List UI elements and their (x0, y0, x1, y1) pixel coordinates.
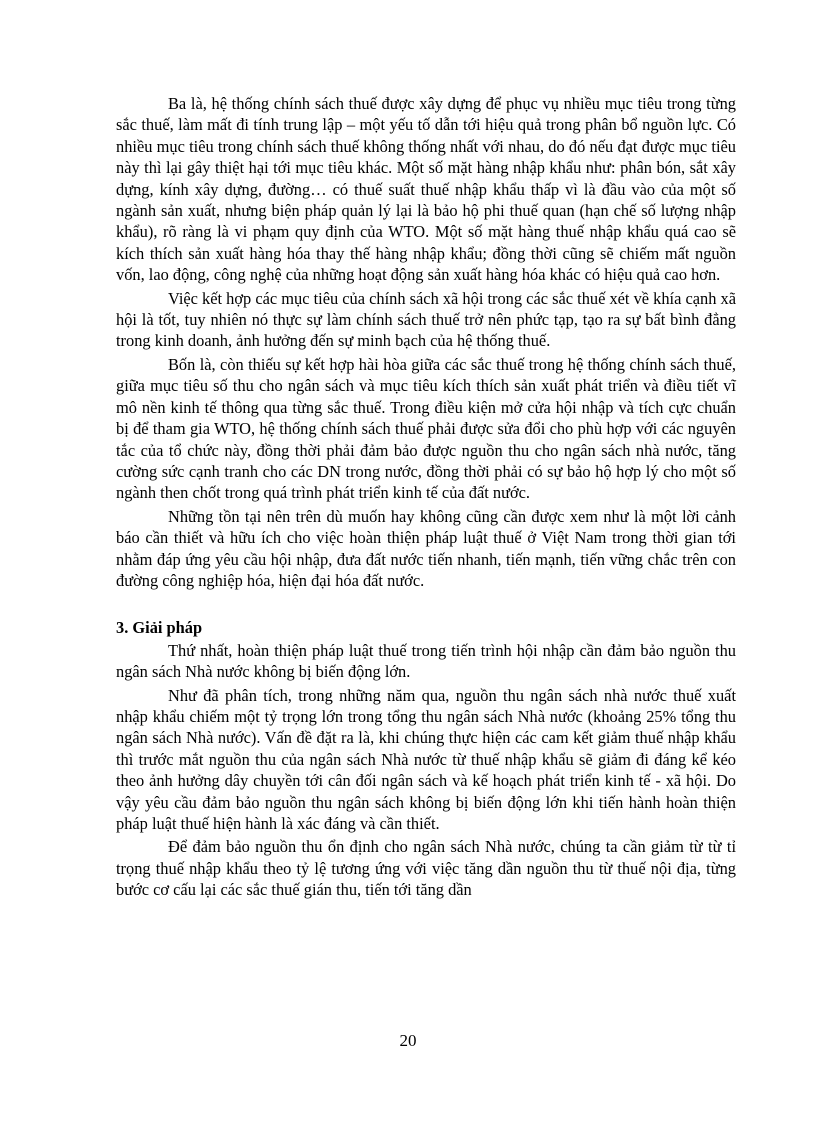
page-number: 20 (399, 1031, 417, 1050)
paragraph-nhung-ton-tai: Những tồn tại nên trên dù muốn hay không cũng cần được xem như là một lời cảnh báo cần thiết và hữu ích cho việc hoàn thiện pháp luật thuế ở Việt Nam trong thời gian tới nhằm đáp ứng yêu cầu hội nhập, đưa đất nước tiến nhanh, tiến mạnh, tiến vững chắc trên con đường công nghiệp hóa, hiện đại hóa đất nước. (116, 506, 736, 590)
paragraph-chinh-sach-xa-hoi: Việc kết hợp các mục tiêu của chính sách xã hội trong các sắc thuế xét về khía cạnh xã hội là tốt, tuy nhiên nó thực sự làm chính sách thuế trở nên phức tạp, tạo ra sự bất bình đẳng trong kinh doanh, ảnh hưởng đến sự minh bạch của hệ thống thuế. (116, 288, 736, 351)
document-page (116, 93, 736, 903)
paragraph-de-dam-bao: Để đảm bảo nguồn thu ổn định cho ngân sách Nhà nước, chúng ta cần giảm từ từ tỉ trọng thuế nhập khẩu theo tỷ lệ tương ứng với việc tăng dần nguồn thu từ thuế nội địa, từng bước cơ cấu lại các sắc thuế gián thu, tiến tới tăng dần (116, 837, 736, 900)
paragraph-thu-nhat: Thứ nhất, hoàn thiện pháp luật thuế trong tiến trình hội nhập cần đảm bảo nguồn thu ngân sách Nhà nước không bị biến động lớn. (116, 640, 736, 682)
section-gap (116, 593, 736, 607)
paragraph-ba-la: Ba là, hệ thống chính sách thuế được xây dựng để phục vụ nhiều mục tiêu trong từng sắc thuế, làm mất đi tính trung lập – một yếu tố dẫn tới hiệu quả trong phân bổ nguồn lực. Có nhiều mục tiêu trong chính sách thuế không thống nhất với nhau, do đó nếu đạt được mục tiêu này thì lại gây thiệt hại tới mục tiêu khác. Một số mặt hàng nhập khẩu như: phân bón, sắt xây dựng, kính xây dựng, đường… có thuế suất thuế nhập khẩu thấp vì là đầu vào của một số ngành sản xuất, nhưng biện pháp quản lý lại là bảo hộ phi thuế quan (hạn chế số lượng nhập khẩu), rõ ràng là vi phạm quy định của WTO. Một số mặt hàng thuế nhập khẩu quá cao sẽ kích thích sản xuất hàng hóa thay thế hàng nhập khẩu; đồng thời cũng sẽ chiếm mất nguồn vốn, lao động, công nghệ của những hoạt động sản xuất hàng hóa khác có hiệu quả cao hơn. (116, 94, 736, 285)
section-heading: 3. Giải pháp (116, 618, 203, 638)
paragraph-nhu-da-phan-tich: Như đã phân tích, trong những năm qua, nguồn thu ngân sách nhà nước thuế xuất nhập khẩu chiếm một tỷ trọng lớn trong tổng thu ngân sách Nhà nước (khoảng 25% tổng thu ngân sách Nhà nước). Vấn đề đặt ra là, khi chúng thực hiện các cam kết giảm thuế nhập khẩu thì trước mắt nguồn thu của ngân sách Nhà nước từ thuế nhập khẩu sẽ giảm đi đáng kể kéo theo ảnh hưởng dây chuyền tới cân đối ngân sách và kế hoạch phát triển kinh tế - xã hội. Do vậy yêu cầu đảm bảo nguồn thu ngân sách không bị biến động lớn khi tiến hành hoàn thiện pháp luật thuế hiện hành là xác đáng và cần thiết. (116, 685, 736, 833)
paragraph-bon-la: Bốn là, còn thiếu sự kết hợp hài hòa giữa các sắc thuế trong hệ thống chính sách thuế, giữa mục tiêu số thu cho ngân sách và mục tiêu kích thích sản xuất phát triển và điều tiết vĩ mô nền kinh tế thông qua từng sắc thuế. Trong điều kiện mở cửa hội nhập và tích cực chuẩn bị để tham gia WTO, hệ thống chính sách thuế phải được sửa đổi cho phù hợp với các nguyên tắc của tổ chức này, đồng thời phải đảm bảo được nguồn thu cho ngân sách nhà nước, tăng cường sức cạnh tranh cho các DN trong nước, đồng thời phải có sự bảo hộ hợp lý cho một số ngành then chốt trong quá trình phát triển kinh tế của đất nước. (116, 354, 736, 503)
